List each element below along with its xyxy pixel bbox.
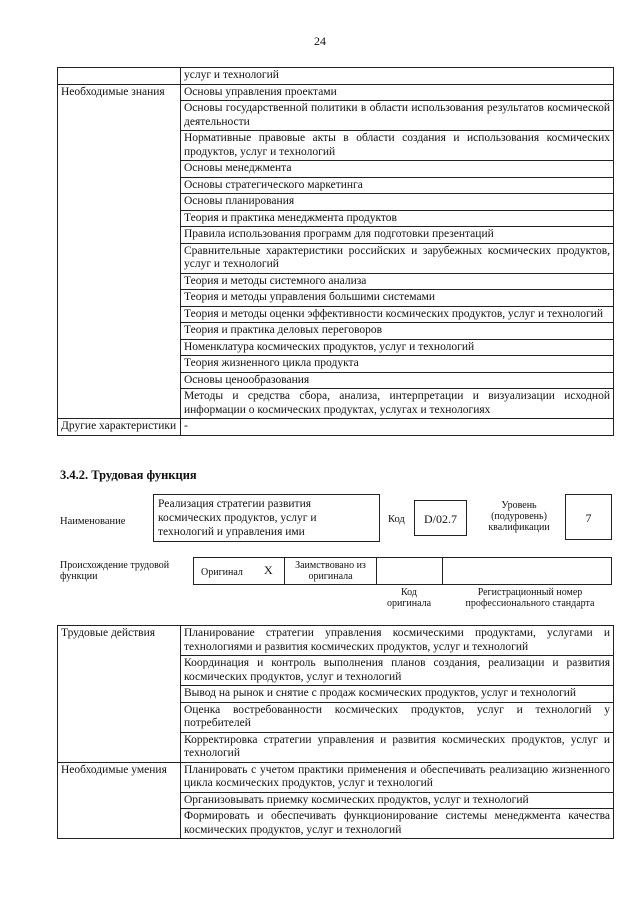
knowledge-item: Основы ценообразования <box>181 372 614 389</box>
knowledge-item: Нормативные правовые акты в области создания и использования космических продуктов, услуг и технологий <box>181 131 614 161</box>
knowledge-item: Теория и методы управления большими системами <box>181 290 614 307</box>
code-value-box: D/02.7 <box>414 500 467 536</box>
name-label: Наименование <box>60 516 126 527</box>
origin-code-box <box>376 557 443 585</box>
other-characteristics-label: Другие характеристики <box>58 419 181 436</box>
section-title: 3.4.2. Трудовая функция <box>60 468 197 482</box>
skills-label: Необходимые умения <box>58 762 181 839</box>
level-value-box: 7 <box>565 494 612 540</box>
knowledge-item: Основы менеджмента <box>181 161 614 178</box>
knowledge-label: Необходимые знания <box>58 84 181 419</box>
knowledge-item: Основы планирования <box>181 194 614 211</box>
action-item: Вывод на рынок и снятие с продаж космических продуктов, услуг и технологий <box>181 686 614 703</box>
skill-item: Формировать и обеспечивать функционирование системы менеджмента качества космических продуктов, услуг и технологий <box>181 809 614 839</box>
action-item: Корректировка стратегии управления и развития космических продуктов, услуг и технологий <box>181 732 614 762</box>
code-label: Код <box>388 514 405 525</box>
action-item: Оценка востребованности космических продуктов, услуг и технологий у потребителей <box>181 702 614 732</box>
action-item: Планирование стратегии управления космическими продуктами, услугами и технологиями и развития космических продуктов, услуг и технологий <box>181 626 614 656</box>
actions-label: Трудовые действия <box>58 626 181 763</box>
knowledge-table <box>57 67 614 436</box>
table-row <box>58 84 614 101</box>
borrowed-label: Заимствовано из оригинала <box>295 560 366 582</box>
knowledge-item: Номенклатура космических продуктов, услуг и технологий <box>181 339 614 356</box>
knowledge-item: Методы и средства сбора, анализа, интерпретации и визуализации исходной информации о космических продуктах, услугах и технологиях <box>181 389 614 419</box>
table-row <box>58 419 614 436</box>
reg-number-caption: Регистрационный номер профессионального стандарта <box>465 587 595 609</box>
borrowed-box <box>284 557 377 585</box>
knowledge-item: Сравнительные характеристики российских и зарубежных космических продуктов, услуг и технологий <box>181 243 614 273</box>
action-item: Координация и контроль выполнения планов создания, реализации и развития космических продуктов, услуг и технологий <box>181 656 614 686</box>
continuation-cell: услуг и технологий <box>181 68 614 85</box>
origin-code-caption: Код оригинала <box>386 587 432 609</box>
knowledge-item: Теория и практика деловых переговоров <box>181 323 614 340</box>
function-name-box: Реализация стратегии развития космических продуктов, услуг и технологий и управления ими <box>153 494 380 542</box>
knowledge-item: Основы государственной политики в области использования результатов космической деятельности <box>181 101 614 131</box>
actions-table <box>57 625 614 839</box>
table-row <box>58 762 614 792</box>
table-row <box>58 68 614 85</box>
skill-item: Планировать с учетом практики применения и обеспечивать реализацию жизненного цикла космических продуктов, услуг и технологий <box>181 762 614 792</box>
other-characteristics-value: - <box>181 419 614 436</box>
level-label: Уровень (подуровень) квалификации <box>488 500 550 533</box>
table-row <box>58 626 614 656</box>
original-mark: X <box>264 563 273 577</box>
knowledge-item: Теория и методы системного анализа <box>181 273 614 290</box>
knowledge-item: Основы стратегического маркетинга <box>181 177 614 194</box>
knowledge-item: Теория и методы оценки эффективности космических продуктов, услуг и технологий <box>181 306 614 323</box>
knowledge-item: Теория и практика менеджмента продуктов <box>181 210 614 227</box>
empty-cell <box>58 68 181 85</box>
reg-number-box <box>442 557 612 585</box>
knowledge-item: Теория жизненного цикла продукта <box>181 356 614 373</box>
original-box <box>193 557 285 585</box>
skill-item: Организовывать приемку космических продуктов, услуг и технологий <box>181 792 614 809</box>
origin-label: Происхождение трудовой функции <box>60 560 170 582</box>
knowledge-item: Основы управления проектами <box>181 84 614 101</box>
knowledge-item: Правила использования программ для подготовки презентаций <box>181 227 614 244</box>
page-number: 24 <box>314 34 326 48</box>
original-label: Оригинал <box>201 567 243 578</box>
